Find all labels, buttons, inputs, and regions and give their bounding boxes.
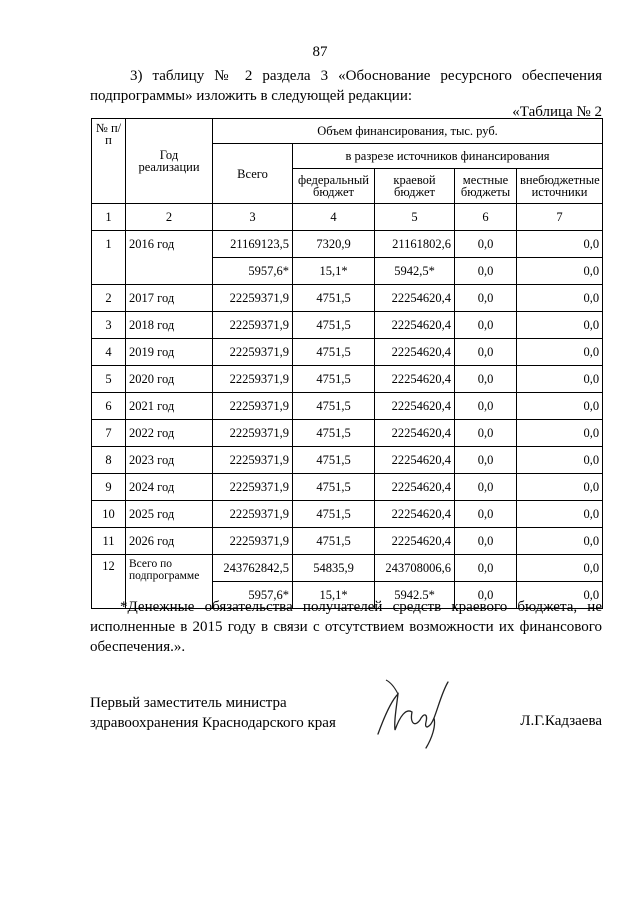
cell-regional: 22254620,4 (375, 474, 455, 501)
header-offbudget: внебюджетные источники (517, 169, 603, 204)
cell-offbudget: 0,0 (517, 312, 603, 339)
cell-federal: 4751,5 (293, 501, 375, 528)
cell-total: 22259371,9 (213, 474, 293, 501)
header-total: Всего (213, 144, 293, 204)
column-number: 1 (92, 204, 126, 231)
cell-regional: 22254620,4 (375, 501, 455, 528)
cell-federal: 4751,5 (293, 366, 375, 393)
signatory-name: Л.Г.Кадзаева (520, 713, 602, 729)
cell-total: 22259371,9 (213, 501, 293, 528)
table-row (92, 285, 603, 312)
cell-offbudget: 0,0 (517, 501, 603, 528)
row-year: 2024 год (126, 474, 213, 501)
cell-offbudget: 0,0 (517, 582, 603, 609)
cell-regional: 22254620,4 (375, 393, 455, 420)
cell-total: 21169123,5 (213, 231, 293, 258)
cell-total: 5957,6* (213, 582, 293, 609)
cell-offbudget: 0,0 (517, 447, 603, 474)
cell-regional: 243708006,6 (375, 555, 455, 582)
cell-local: 0,0 (455, 582, 517, 609)
header-by-source: в разрезе источников финансирования (293, 144, 603, 169)
header-num: № п/п (92, 119, 126, 204)
cell-local: 0,0 (455, 339, 517, 366)
signatory-title-line1: Первый заместитель министра (90, 695, 287, 711)
cell-regional: 22254620,4 (375, 420, 455, 447)
cell-total: 22259371,9 (213, 366, 293, 393)
cell-federal: 15,1* (293, 582, 375, 609)
row-num: 2 (92, 285, 126, 312)
table-row (92, 366, 603, 393)
cell-regional: 5942,5* (375, 258, 455, 285)
table-row (92, 474, 603, 501)
cell-federal: 54835,9 (293, 555, 375, 582)
cell-total: 22259371,9 (213, 447, 293, 474)
column-number: 6 (455, 204, 517, 231)
cell-local: 0,0 (455, 366, 517, 393)
cell-federal: 4751,5 (293, 420, 375, 447)
header-regional: краевой бюджет (375, 169, 455, 204)
cell-total: 243762842,5 (213, 555, 293, 582)
cell-federal: 4751,5 (293, 312, 375, 339)
cell-federal: 4751,5 (293, 339, 375, 366)
cell-local: 0,0 (455, 258, 517, 285)
cell-total: 22259371,9 (213, 285, 293, 312)
cell-local: 0,0 (455, 501, 517, 528)
cell-federal: 4751,5 (293, 474, 375, 501)
table-label: «Таблица № 2 (512, 104, 602, 120)
signatory-title-line2: здравоохранения Краснодарского края (90, 715, 336, 731)
table-row (92, 420, 603, 447)
page-number: 87 (312, 44, 328, 60)
cell-offbudget: 0,0 (517, 393, 603, 420)
row-year: 2018 год (126, 312, 213, 339)
table-row (92, 447, 603, 474)
row-year: 2020 год (126, 366, 213, 393)
column-number: 3 (213, 204, 293, 231)
row-num: 5 (92, 366, 126, 393)
cell-local: 0,0 (455, 447, 517, 474)
cell-federal: 4751,5 (293, 285, 375, 312)
cell-local: 0,0 (455, 474, 517, 501)
column-number: 5 (375, 204, 455, 231)
cell-regional: 22254620,4 (375, 285, 455, 312)
column-number-row (92, 204, 603, 231)
cell-local: 0,0 (455, 312, 517, 339)
column-number: 7 (517, 204, 603, 231)
cell-federal: 7320,9 (293, 231, 375, 258)
row-num: 3 (92, 312, 126, 339)
row-year: 2023 год (126, 447, 213, 474)
row-num: 10 (92, 501, 126, 528)
row-year: 2026 год (126, 528, 213, 555)
cell-local: 0,0 (455, 555, 517, 582)
cell-total: 5957,6* (213, 258, 293, 285)
cell-regional: 22254620,4 (375, 312, 455, 339)
table-row (92, 231, 603, 258)
header-funding: Объем финансирования, тыс. руб. (213, 119, 603, 144)
table-row (92, 393, 603, 420)
row-num: 12 (92, 555, 126, 609)
row-year: Всего по подпрограмме (126, 555, 213, 609)
row-year: 2016 год (126, 231, 213, 285)
cell-offbudget: 0,0 (517, 420, 603, 447)
cell-federal: 4751,5 (293, 528, 375, 555)
cell-federal: 4751,5 (293, 447, 375, 474)
cell-local: 0,0 (455, 231, 517, 258)
intro-paragraph: 3) таблицу № 2 раздела 3 «Обоснование ресурсного обеспечения подпрограммы» изложить в следующей редакции: (90, 68, 602, 104)
cell-local: 0,0 (455, 420, 517, 447)
cell-federal: 4751,5 (293, 393, 375, 420)
table-row (92, 501, 603, 528)
cell-offbudget: 0,0 (517, 528, 603, 555)
header-local: местные бюджеты (455, 169, 517, 204)
cell-offbudget: 0,0 (517, 258, 603, 285)
row-year: 2021 год (126, 393, 213, 420)
row-year: 2019 год (126, 339, 213, 366)
cell-total: 22259371,9 (213, 393, 293, 420)
cell-offbudget: 0,0 (517, 474, 603, 501)
cell-offbudget: 0,0 (517, 366, 603, 393)
row-num: 4 (92, 339, 126, 366)
row-num: 8 (92, 447, 126, 474)
column-number: 2 (126, 204, 213, 231)
cell-local: 0,0 (455, 285, 517, 312)
cell-regional: 22254620,4 (375, 528, 455, 555)
row-year: 2022 год (126, 420, 213, 447)
cell-total: 22259371,9 (213, 420, 293, 447)
cell-offbudget: 0,0 (517, 555, 603, 582)
cell-regional: 21161802,6 (375, 231, 455, 258)
cell-regional: 22254620,4 (375, 447, 455, 474)
handwritten-signature (368, 672, 468, 752)
cell-regional: 22254620,4 (375, 339, 455, 366)
row-num: 9 (92, 474, 126, 501)
cell-regional: 22254620,4 (375, 366, 455, 393)
cell-total: 22259371,9 (213, 339, 293, 366)
row-num: 1 (92, 231, 126, 285)
row-num: 6 (92, 393, 126, 420)
cell-offbudget: 0,0 (517, 285, 603, 312)
header-federal: федеральный бюджет (293, 169, 375, 204)
table-row (92, 339, 603, 366)
row-num: 7 (92, 420, 126, 447)
cell-local: 0,0 (455, 528, 517, 555)
table-row-total (92, 555, 603, 582)
signatory-title (90, 693, 336, 733)
column-number: 4 (293, 204, 375, 231)
funding-table (91, 118, 603, 609)
row-num: 11 (92, 528, 126, 555)
cell-total: 22259371,9 (213, 312, 293, 339)
row-year: 2017 год (126, 285, 213, 312)
row-year: 2025 год (126, 501, 213, 528)
cell-local: 0,0 (455, 393, 517, 420)
cell-offbudget: 0,0 (517, 339, 603, 366)
cell-total: 22259371,9 (213, 528, 293, 555)
cell-regional: 5942.5* (375, 582, 455, 609)
cell-federal: 15,1* (293, 258, 375, 285)
table-row (92, 312, 603, 339)
footnote: *Денежные обязательства получателей средств краевого бюджета, не исполненные в 2015 году в связи с отсутствием возможности их финансового обеспечения.». (90, 599, 602, 655)
header-year: Год реализации (126, 119, 213, 204)
table-row (92, 528, 603, 555)
cell-offbudget: 0,0 (517, 231, 603, 258)
